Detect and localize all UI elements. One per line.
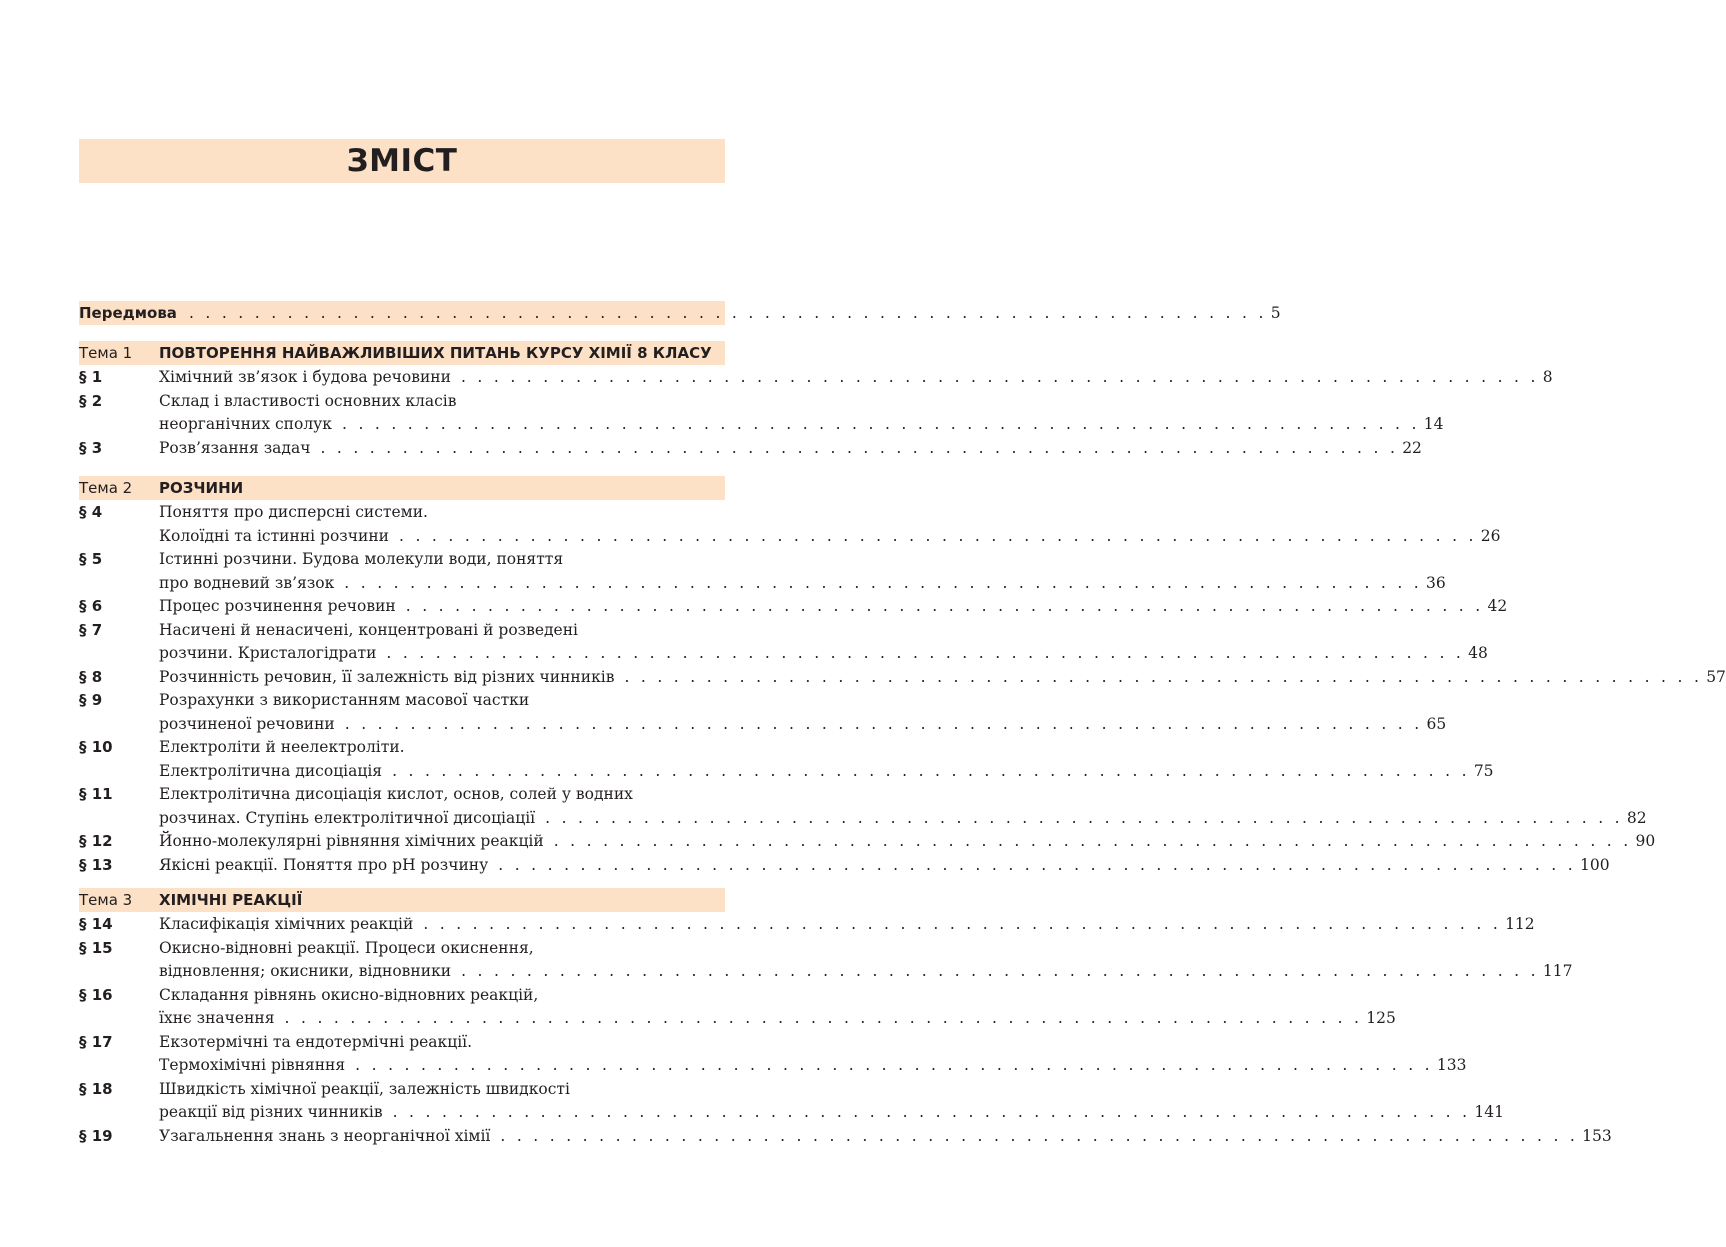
page-number: 153	[1582, 1126, 1612, 1145]
page-number: 75	[1473, 761, 1494, 780]
toc-entry-line	[79, 783, 725, 805]
preface-entry[interactable]	[79, 302, 1281, 324]
toc-entry[interactable]	[79, 913, 1535, 935]
topic-label: Тема 1	[79, 344, 133, 362]
entry-title: про водневий зв’язок	[159, 573, 335, 592]
leader-dots: . . . . . . . . . . . . . . . . . . . . . . . . . . . . . . . . . . . . . . . . . . . . . . . . . . . . . . . . . . . . . . . . . .	[284, 1009, 1363, 1027]
entry-title: Поняття про дисперсні системи.	[159, 503, 428, 521]
entry-title: Йонно-молекулярні рівняння хімічних реакцій	[159, 832, 544, 850]
leader-dots: . . . . . . . . . . . . . . . . . . . . . . . . . . . . . . . . . . . . . . . . . . . . . . . . . . . . . . . . . . . . . . . . . .	[460, 368, 1539, 386]
entry-title: Склад і властивості основних класів	[159, 391, 457, 410]
toc-entry-line	[79, 937, 725, 959]
entry-number: § 15	[79, 938, 113, 957]
entry-title: Розчинність речовин, її залежність від різних чинників	[159, 667, 615, 686]
page-number: 65	[1426, 714, 1447, 733]
page-number: 42	[1487, 597, 1508, 615]
leader-dots: . . . . . . . . . . . . . . . . . . . . . . . . . . . . . . . . . . . . . . . . . . . . . . . . . . . . . . . . . . . . . . . . . .	[344, 573, 1423, 592]
toc-entry[interactable]	[79, 760, 1494, 782]
entry-title: Класифікація хімічних реакцій	[159, 915, 414, 933]
page-number: 48	[1468, 644, 1488, 662]
page-number: 57	[1706, 667, 1726, 686]
leader-dots: . . . . . . . . . . . . . . . . . . . . . . . . . . . . . . . . . . . . . . . . . . . . . . . . . . . . . . . . . . . . . . . . . .	[553, 832, 1632, 850]
toc-entry[interactable]	[79, 1101, 1504, 1123]
entry-number: § 8	[79, 667, 103, 686]
page-number: 117	[1542, 962, 1573, 980]
entry-title: відновлення; окисники, відновники	[159, 962, 452, 980]
dot-leader	[284, 1007, 1396, 1029]
dot-leader	[405, 595, 1508, 617]
toc-entry-line	[79, 736, 725, 758]
entry-title: Окисно-відновні реакції. Процеси окиснення,	[159, 938, 534, 957]
page-number: 36	[1426, 573, 1446, 592]
entry-number: § 10	[79, 738, 113, 756]
entry-title: розчини. Кристалогідрати	[159, 644, 377, 662]
toc-entry[interactable]	[79, 960, 1573, 982]
dot-leader	[355, 1054, 1467, 1076]
entry-number: § 6	[79, 597, 103, 615]
entry-number: § 19	[79, 1126, 113, 1145]
entry-number: § 12	[79, 832, 113, 850]
toc-entry-line	[79, 689, 725, 711]
dot-leader	[344, 572, 1446, 594]
toc-entry-line	[79, 1078, 725, 1100]
toc-entry[interactable]	[79, 642, 1488, 664]
dot-leader	[460, 366, 1553, 388]
entry-title: Колоїдні та істинні розчини	[159, 526, 390, 545]
entry-number: § 3	[79, 438, 103, 457]
entry-title: Електроліти й неелектроліти.	[159, 738, 405, 756]
entry-title: Істинні розчини. Будова молекули води, поняття	[159, 550, 564, 568]
toc-entry[interactable]	[79, 713, 1447, 735]
toc-entry[interactable]	[79, 366, 1553, 388]
entry-number: § 18	[79, 1079, 113, 1098]
toc-entry[interactable]	[79, 830, 1656, 852]
page-number: 8	[1542, 368, 1553, 386]
entry-number: § 17	[79, 1032, 113, 1051]
toc-entry[interactable]	[79, 572, 1446, 594]
leader-dots: . . . . . . . . . . . . . . . . . . . . . . . . . . . . . . . . . . . . . . . . . . . . . . . . . . . . . . . . . . . . . . . . . .	[423, 915, 1502, 933]
dot-leader	[498, 854, 1610, 876]
dot-leader	[386, 642, 1488, 664]
entry-number: § 13	[79, 855, 113, 874]
toc-entry[interactable]	[79, 807, 1647, 829]
topic-heading	[79, 889, 725, 911]
entry-number: § 9	[79, 691, 103, 709]
page-number: 5	[1270, 304, 1281, 322]
leader-dots: . . . . . . . . . . . . . . . . . . . . . . . . . . . . . . . . . . . . . . . . . . . . . . . . . . . . . . . . . . . . . . . . . .	[392, 1103, 1471, 1121]
toc-entry[interactable]	[79, 854, 1610, 876]
leader-dots: . . . . . . . . . . . . . . . . . . . . . . . . . . . . . . . . . . . . . . . . . . . . . . . . . . . . . . . . . . . . . . . . . .	[392, 761, 1470, 780]
topic-heading	[79, 342, 725, 364]
topic-title: ПОВТОРЕННЯ НАЙВАЖЛИВІШИХ ПИТАНЬ КУРСУ ХІМІЇ 8 КЛАСУ	[159, 344, 712, 362]
topic-title: РОЗЧИНИ	[159, 479, 244, 497]
page-number: 90	[1635, 832, 1656, 850]
dot-leader	[392, 1101, 1504, 1123]
page-number: 22	[1402, 438, 1422, 457]
entry-title: їхнє значення	[159, 1009, 275, 1027]
toc-entry[interactable]	[79, 666, 1726, 688]
leader-dots: . . . . . . . . . . . . . . . . . . . . . . . . . . . . . . . . . . . . . . . . . . . . . . . . . . . . . . . . . . . . . . . . . .	[461, 962, 1539, 980]
page-number: 125	[1366, 1009, 1396, 1027]
toc-entry-line	[79, 390, 725, 412]
entry-title: розчинах. Ступінь електролітичної дисоціації	[159, 808, 536, 827]
dot-leader	[341, 413, 1444, 435]
entry-title: розчиненої речовини	[159, 714, 335, 733]
leader-dots: . . . . . . . . . . . . . . . . . . . . . . . . . . . . . . . . . . . . . . . . . . . . . . . . . . . . . . . . . . . . . . . . . .	[320, 438, 1399, 457]
leader-dots: . . . . . . . . . . . . . . . . . . . . . . . . . . . . . . . . . . . . . . . . . . . . . . . . . . . . . . . . . . . . . . . . . .	[355, 1056, 1433, 1074]
entry-number: § 16	[79, 985, 113, 1004]
toc-entry-line	[79, 619, 725, 641]
leader-dots: . . . . . . . . . . . . . . . . . . . . . . . . . . . . . . . . . . . . . . . . . . . . . . . . . . . . . . . . . . . . . . . . . .	[500, 1126, 1579, 1145]
leader-dots: . . . . . . . . . . . . . . . . . . . . . . . . . . . . . . . . . . . . . . . . . . . . . . . . . . . . . . . . . . . . . . . . . .	[498, 855, 1576, 874]
entry-title: Насичені й ненасичені, концентровані й розведені	[159, 620, 579, 639]
entry-title: Термохімічні рівняння	[159, 1056, 346, 1074]
leader-dots: . . . . . . . . . . . . . . . . . . . . . . . . . . . . . . . . . . . . . . . . . . . . . . . . . . . . . . . . . . . . . . . . . .	[405, 597, 1484, 615]
leader-dots: . . . . . . . . . . . . . . . . . . . . . . . . . . . . . . . . . . . . . . . . . . . . . . . . . . . . . . . . . . . . . . . . . .	[545, 808, 1623, 827]
toc-entry[interactable]	[79, 1007, 1396, 1029]
entry-title: Хімічний зв’язок і будова речовини	[159, 368, 451, 386]
leader-dots: . . . . . . . . . . . . . . . . . . . . . . . . . . . . . . . . . . . . . . . . . . . . . . . . . . . . . . . . . . . . . . . . . .	[341, 415, 1420, 433]
dot-leader	[500, 1125, 1612, 1147]
preface-label: Передмова	[79, 304, 177, 322]
toc-entry[interactable]	[79, 1125, 1612, 1147]
leader-dots: . . . . . . . . . . . . . . . . . . . . . . . . . . . . . . . . . . . . . . . . . . . . . . . . . . . . . . . . . . . . . . . . . .	[344, 714, 1423, 733]
entry-title: Процес розчинення речовин	[159, 597, 396, 615]
page-number: 26	[1480, 526, 1501, 545]
leader-dots: . . . . . . . . . . . . . . . . . . . . . . . . . . . . . . . . . . . . . . . . . . . . . . . . . . . . . . . . . . . . . . . . . .	[386, 644, 1465, 662]
dot-leader	[320, 437, 1422, 459]
entry-number: § 11	[79, 785, 113, 803]
entry-title: Електролітична дисоціація кислот, основ, солей у водних	[159, 785, 633, 803]
toc-entry-line	[79, 984, 725, 1006]
dot-leader	[423, 913, 1535, 935]
leader-dots: . . . . . . . . . . . . . . . . . . . . . . . . . . . . . . . . . . . . . . . . . . . . . . . . . . . . . . . . . . . . . . . . . .	[188, 304, 1267, 322]
title-band	[79, 139, 725, 183]
leader-dots: . . . . . . . . . . . . . . . . . . . . . . . . . . . . . . . . . . . . . . . . . . . . . . . . . . . . . . . . . . . . . . . . . .	[624, 667, 1703, 686]
toc-entry[interactable]	[79, 595, 1508, 617]
toc-entry-line	[79, 548, 725, 570]
page-number: 14	[1423, 415, 1444, 433]
entry-title: Якісні реакції. Поняття про pH розчину	[159, 855, 489, 874]
toc-entry-line	[79, 501, 725, 523]
toc-entry[interactable]	[79, 437, 1422, 459]
page-number: 141	[1474, 1103, 1504, 1121]
entry-title: неорганічних сполук	[159, 415, 332, 433]
dot-leader	[545, 807, 1647, 829]
dot-leader	[624, 666, 1726, 688]
topic-label: Тема 2	[79, 479, 133, 497]
page-number: 133	[1436, 1056, 1467, 1074]
dot-leader	[392, 760, 1494, 782]
entry-title: Екзотермічні та ендотермічні реакції.	[159, 1032, 473, 1051]
entry-title: реакції від різних чинників	[159, 1103, 383, 1121]
entry-title: Швидкість хімічної реакції, залежність швидкості	[159, 1079, 570, 1098]
entry-number: § 14	[79, 915, 113, 933]
dot-leader	[344, 713, 1447, 735]
dot-leader	[461, 960, 1573, 982]
entry-number: § 4	[79, 503, 103, 521]
entry-number: § 1	[79, 368, 103, 386]
page-number: 112	[1505, 915, 1535, 933]
toc-entry[interactable]	[79, 413, 1444, 435]
topic-title: ХІМІЧНІ РЕАКЦІЇ	[159, 891, 303, 909]
entry-title: Електролітична дисоціація	[159, 761, 383, 780]
page-title: ЗМІСТ	[346, 143, 458, 179]
dot-leader	[553, 830, 1656, 852]
entry-number: § 2	[79, 391, 103, 410]
leader-dots: . . . . . . . . . . . . . . . . . . . . . . . . . . . . . . . . . . . . . . . . . . . . . . . . . . . . . . . . . . . . . . . . . .	[399, 526, 1477, 545]
entry-number: § 7	[79, 620, 103, 639]
entry-title: Розрахунки з використанням масової частки	[159, 691, 530, 709]
page-number: 100	[1580, 855, 1610, 874]
dot-leader	[188, 302, 1281, 324]
topic-heading	[79, 477, 725, 499]
entry-title: Узагальнення знань з неорганічної хімії	[159, 1126, 491, 1145]
page-number: 82	[1626, 808, 1647, 827]
toc-entry[interactable]	[79, 1054, 1467, 1076]
dot-leader	[399, 525, 1501, 547]
entry-title: Складання рівнянь окисно-відновних реакцій,	[159, 985, 539, 1004]
toc-entry-line	[79, 1031, 725, 1053]
entry-number: § 5	[79, 550, 103, 568]
toc-entry[interactable]	[79, 525, 1501, 547]
entry-title: Розв’язання задач	[159, 438, 311, 457]
topic-label: Тема 3	[79, 891, 133, 909]
